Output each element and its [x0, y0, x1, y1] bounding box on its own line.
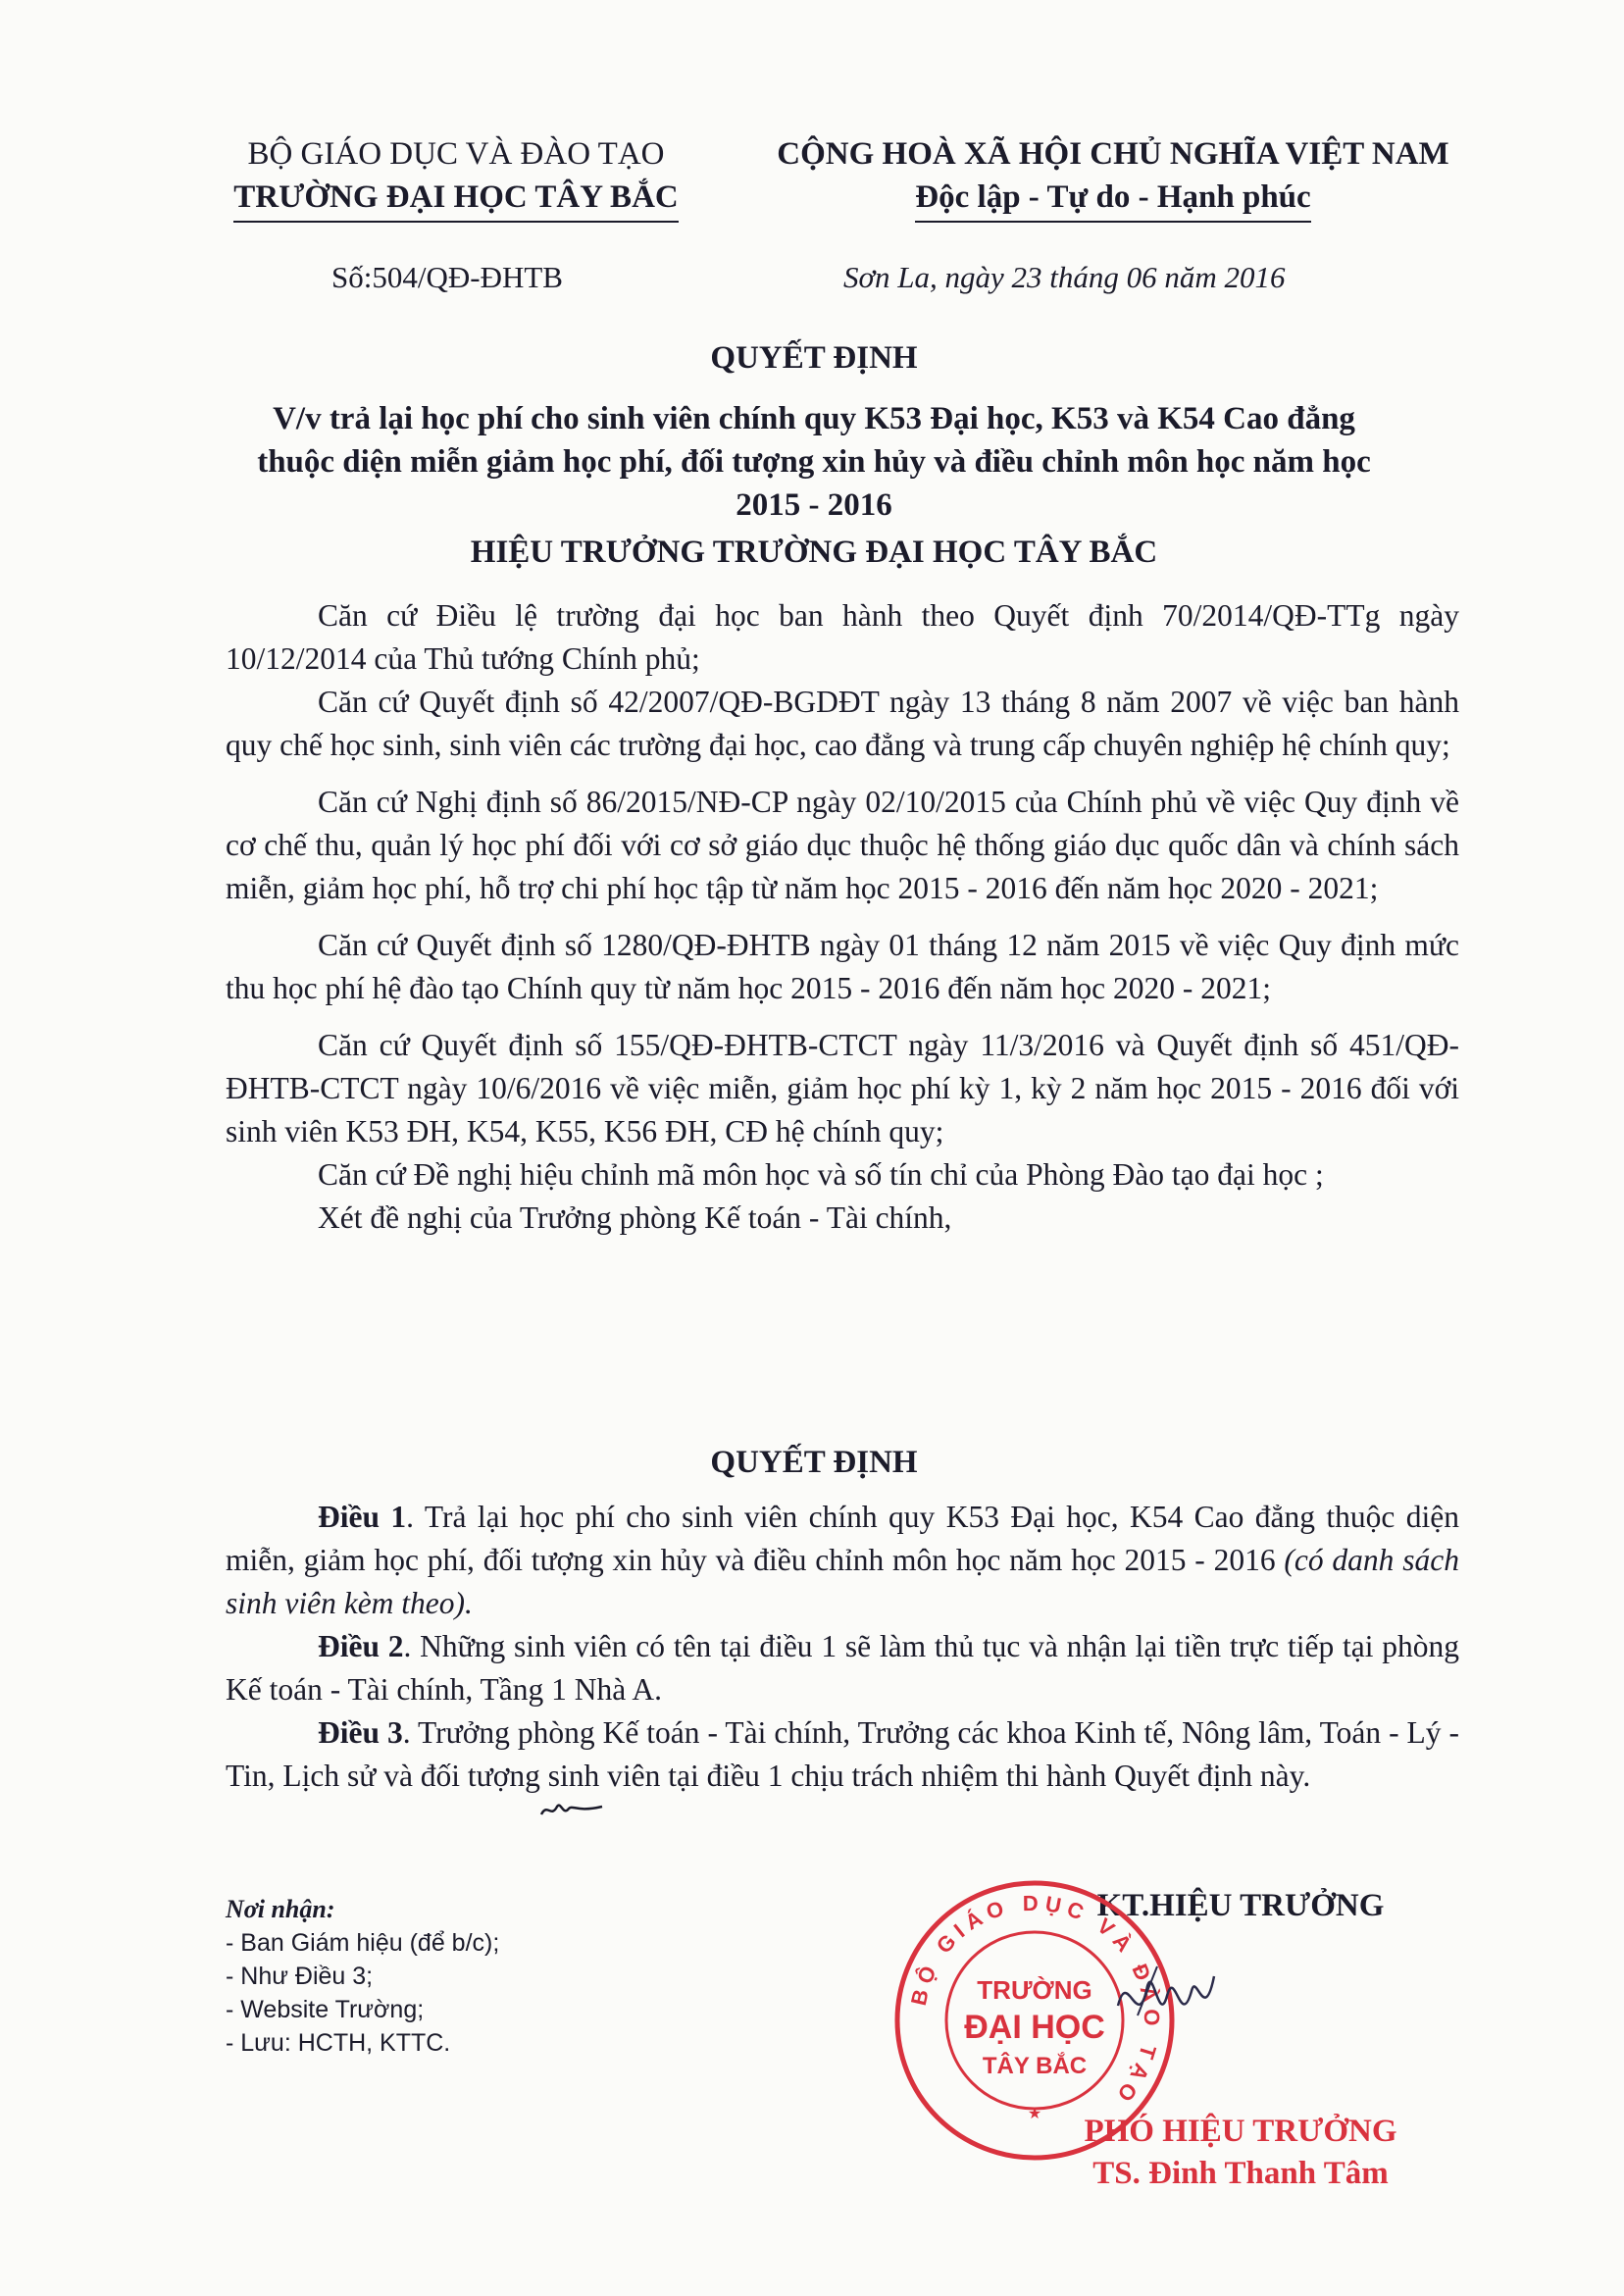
ministry-header: [191, 132, 721, 223]
article-label: Điều 3: [318, 1715, 403, 1750]
article-note: (có danh sách sinh viên kèm theo).: [226, 1543, 1459, 1620]
recipients-label: Nơi nhận:: [226, 1895, 335, 1923]
preamble-item: Xét đề nghị của Trưởng phòng Kế toán - Tài chính,: [318, 1200, 952, 1235]
signatory-name: TS. Đinh Thanh Tâm: [1092, 2156, 1389, 2191]
subject-line-3: 2015 - 2016: [736, 487, 892, 523]
preamble-item: Căn cứ Quyết định số 1280/QĐ-ĐHTB ngày 01 tháng 12 năm 2015 về việc Quy định mức thu học phí hệ đào tạo Chính quy từ năm học 2015 - 2016 đến năm học 2020 - 2021;: [226, 928, 1459, 1005]
article-label: Điều 2: [318, 1629, 404, 1663]
subject-line-2: thuộc diện miễn giảm học phí, đối tượng xin hủy và điều chỉnh môn học năm học: [257, 444, 1371, 480]
preamble-item: Căn cứ Điều lệ trường đại học ban hành theo Quyết định 70/2014/QĐ-TTg ngày 10/12/2014 của Thủ tướng Chính phủ;: [226, 598, 1459, 676]
seal-line-2: ĐẠI HỌC: [964, 2009, 1105, 2046]
preamble-item: Căn cứ Quyết định số 42/2007/QĐ-BGDĐT ngày 13 tháng 8 năm 2007 về việc ban hành quy chế học sinh, sinh viên các trường đại học, cao đẳng và trung cấp chuyên nghiệp hệ chính quy;: [226, 685, 1459, 762]
preamble-item: Căn cứ Quyết định số 155/QĐ-ĐHTB-CTCT ngày 11/3/2016 và Quyết định số 451/QĐ-ĐHTB-CTCT ngày 10/6/2016 về việc miễn, giảm học phí kỳ 1, kỳ 2 năm học 2015 - 2016 đối với sinh viên K53 ĐH, K54, K55, K56 ĐH, CĐ hệ chính quy;: [226, 1028, 1459, 1148]
document-title: QUYẾT ĐỊNH: [710, 340, 918, 376]
university-name: TRƯỜNG ĐẠI HỌC TÂY BẮC: [191, 176, 721, 223]
issuing-authority: HIỆU TRƯỞNG TRƯỜNG ĐẠI HỌC TÂY BẮC: [470, 535, 1158, 570]
preamble-item: Căn cứ Đề nghị hiệu chỉnh mã môn học và số tín chỉ của Phòng Đào tạo đại học ;: [318, 1157, 1324, 1192]
seal-line-3: TÂY BẮC: [982, 2053, 1088, 2079]
national-motto: Độc lập - Tự do - Hạnh phúc: [731, 176, 1496, 223]
preamble: [226, 594, 1459, 1240]
article-text: . Trả lại học phí cho sinh viên chính quy K53 Đại học, K54 Cao đẳng thuộc diện miễn, giảm học phí, đối tượng xin hủy và điều chỉnh môn học năm học 2015 - 2016: [226, 1500, 1460, 1577]
recipient-item: - Website Trường;: [226, 1996, 425, 2023]
recipient-item: - Lưu: HCTH, KTTC.: [226, 2029, 451, 2057]
signature-on-behalf: KT.HIỆU TRƯỞNG: [1096, 1888, 1385, 1923]
handwritten-signature: [1098, 1947, 1226, 2055]
signature-position: PHÓ HIỆU TRƯỞNG: [1084, 2114, 1397, 2149]
ministry-name: BỘ GIÁO DỤC VÀ ĐÀO TẠO: [247, 136, 665, 172]
place-date: Sơn La, ngày 23 tháng 06 năm 2016: [843, 260, 1286, 294]
initials-mark: [537, 1795, 606, 1824]
document-number: Số:504/QĐ-ĐHTB: [331, 260, 563, 294]
article-text: . Những sinh viên có tên tại điều 1 sẽ làm thủ tục và nhận lại tiền trực tiếp tại phòng Kế toán - Tài chính, Tầng 1 Nhà A.: [226, 1629, 1460, 1707]
seal-line-1: TRƯỜNG: [977, 1975, 1092, 2005]
article-2: [226, 1625, 1459, 1711]
article-1: [226, 1496, 1459, 1625]
articles: [226, 1496, 1459, 1798]
document-subject: [177, 397, 1451, 527]
subject-line-1: V/v trả lại học phí cho sinh viên chính quy K53 Đại học, K53 và K54 Cao đẳng: [273, 401, 1355, 436]
national-header: [731, 132, 1496, 223]
article-label: Điều 1: [318, 1500, 407, 1534]
article-text: . Trưởng phòng Kế toán - Tài chính, Trưởng các khoa Kinh tế, Nông lâm, Toán - Lý - Tin, Lịch sử và đối tượng sinh viên tại điều 1 chịu trách nhiệm thi hành Quyết định này.: [226, 1715, 1460, 1793]
seal-ring-text: BỘ GIÁO DỤC VÀ ĐÀO TẠO: [905, 1890, 1165, 2112]
recipients: [226, 1893, 499, 2060]
recipient-item: - Như Điều 3;: [226, 1963, 374, 1990]
recipient-item: - Ban Giám hiệu (để b/c);: [226, 1929, 500, 1957]
country-name: CỘNG HOÀ XÃ HỘI CHỦ NGHĨA VIỆT NAM: [777, 136, 1449, 172]
article-3: [226, 1711, 1459, 1798]
svg-text:★: ★: [1027, 2106, 1042, 2122]
preamble-item: Căn cứ Nghị định số 86/2015/NĐ-CP ngày 02/10/2015 của Chính phủ về việc Quy định về cơ chế thu, quản lý học phí đối với cơ sở giáo dục thuộc hệ thống giáo dục quốc dân và chính sách miễn, giảm học phí, hỗ trợ chi phí học tập từ năm học 2015 - 2016 đến năm học 2020 - 2021;: [226, 785, 1459, 905]
decision-heading: QUYẾT ĐỊNH: [710, 1445, 918, 1480]
